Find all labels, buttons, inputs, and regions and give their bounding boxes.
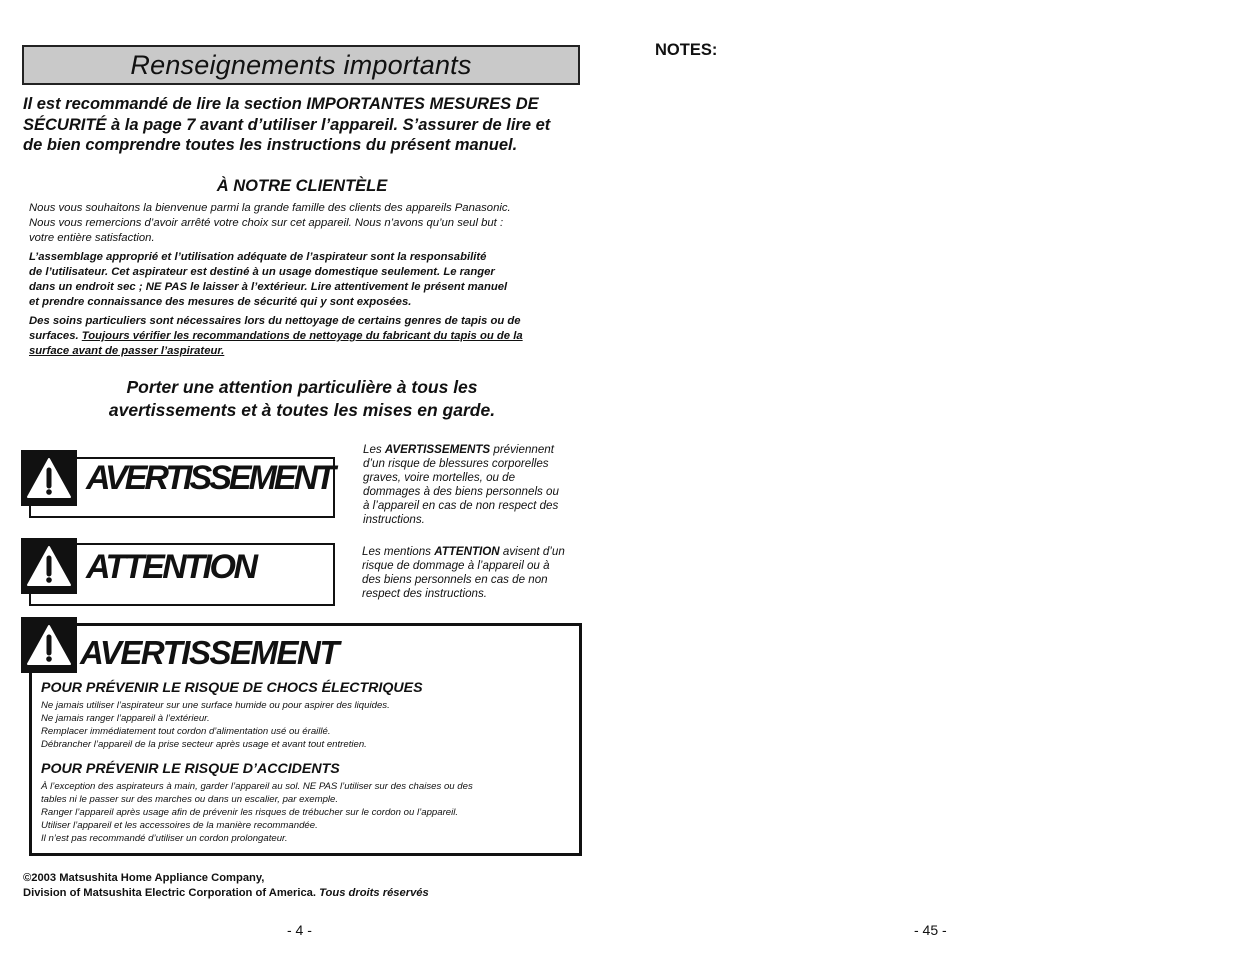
page-title-box xyxy=(22,45,580,85)
warning-desc-line: graves, voire mortelles, ou de xyxy=(363,471,516,484)
intro-line: de bien comprendre toutes les instructions du présent manuel. xyxy=(23,136,518,154)
warning-desc-line: instructions. xyxy=(363,513,425,526)
caution-desc-line xyxy=(362,545,587,559)
list-item: Ne jamais ranger l’appareil à l’extérieur. xyxy=(41,713,210,724)
shock-list xyxy=(41,699,571,751)
caution-badge-label: ATTENTION xyxy=(86,548,256,586)
attention-callout xyxy=(0,376,604,422)
copyright-text: Division of Matsushita Electric Corporation of America. xyxy=(23,887,320,899)
attention-line: avertissements et à toutes les mises en garde. xyxy=(108,400,496,420)
assembly-line: L’assemblage approprié et l’utilisation adéquate de l’aspirateur sont la responsabilité xyxy=(29,251,487,263)
warning-desc-text: préviennent xyxy=(490,443,554,456)
care-line xyxy=(29,329,585,344)
list-item: Ne jamais utiliser l’aspirateur sur une surface humide ou pour aspirer des liquides. xyxy=(41,700,390,711)
accident-list xyxy=(41,780,571,845)
care-underlined-text: surface avant de passer l’aspirateur. xyxy=(29,345,225,357)
list-item: Remplacer immédiatement tout cordon d’alimentation usé ou éraillé. xyxy=(41,726,331,737)
list-item: tables ni le passer sur des marches ou dans un escalier, par exemple. xyxy=(41,794,339,805)
intro-line: SÉCURITÉ à la page 7 avant d’utiliser l’appareil. S’assurer de lire et xyxy=(23,115,551,134)
caution-desc-text: Les mentions xyxy=(362,545,435,558)
care-line: Des soins particuliers sont nécessaires lors du nettoyage de certains genres de tapis ou de xyxy=(29,315,521,327)
welcome-line: votre entière satisfaction. xyxy=(29,232,155,244)
list-item: Utiliser l’appareil et les accessoires de la manière recommandée. xyxy=(41,820,318,831)
list-item: Il n’est pas recommandé d’utiliser un cordon prolongateur. xyxy=(41,833,288,844)
care-text: surfaces. xyxy=(29,330,82,342)
warning-box-title: AVERTISSEMENT xyxy=(80,634,338,671)
page-number-left: - 4 - xyxy=(287,922,312,938)
list-item: À l’exception des aspirateurs à main, garder l’appareil au sol. NE PAS l’utiliser sur des chaises ou des xyxy=(41,781,473,792)
attention-line: Porter une attention particulière à tous les xyxy=(126,377,478,397)
caution-desc-keyword: ATTENTION xyxy=(434,545,500,558)
warning-triangle-icon xyxy=(21,538,77,594)
list-item: Ranger l’appareil après usage afin de prévenir les risques de trébucher sur le cordon ou l’appareil. xyxy=(41,807,459,818)
warning-badge-label: AVERTISSEMENT xyxy=(86,459,333,497)
page-number-right: - 45 - xyxy=(914,922,947,938)
welcome-line: Nous vous remercions d’avoir arrêté votre choix sur cet appareil. Nous n’avons qu’un seul but : xyxy=(29,217,504,229)
shock-heading: POUR PRÉVENIR LE RISQUE DE CHOCS ÉLECTRIQUES xyxy=(41,680,423,696)
care-paragraph xyxy=(29,314,585,359)
welcome-line: Nous vous souhaitons la bienvenue parmi la grande famille des clients des appareils Panasonic. xyxy=(29,202,511,214)
intro-paragraph xyxy=(23,94,583,156)
warning-desc-line: à l’appareil en cas de non respect des xyxy=(363,499,559,512)
warning-triangle-icon xyxy=(21,617,77,673)
warning-desc-keyword: AVERTISSEMENTS xyxy=(384,443,491,456)
client-heading: À NOTRE CLIENTÈLE xyxy=(216,177,388,195)
warning-desc-line: dommages à des biens personnels ou xyxy=(363,485,559,498)
caution-desc-text: avisent d’un xyxy=(499,545,565,558)
accident-heading: POUR PRÉVENIR LE RISQUE D’ACCIDENTS xyxy=(41,761,340,777)
caution-desc-line: respect des instructions. xyxy=(362,587,488,600)
page-title: Renseignements importants xyxy=(130,49,472,80)
copyright-notice xyxy=(23,871,429,901)
list-item: Débrancher l’appareil de la prise secteur après usage et avant tout entretien. xyxy=(41,739,367,750)
copyright-line xyxy=(23,886,429,901)
caution-desc-line: risque de dommage à l’appareil ou à xyxy=(362,559,550,572)
warning-description xyxy=(363,443,588,527)
assembly-line: de l’utilisateur. Cet aspirateur est destiné à un usage domestique seulement. Le ranger xyxy=(29,266,495,278)
copyright-rights: Tous droits réservés xyxy=(319,887,429,899)
welcome-paragraph xyxy=(29,201,585,246)
assembly-paragraph xyxy=(29,250,585,310)
assembly-line: et prendre connaissance des mesures de sécurité qui y sont exposées. xyxy=(29,296,412,308)
warning-desc-line xyxy=(363,443,588,457)
warning-triangle-icon xyxy=(21,450,77,506)
caution-desc-line: des biens personnels en cas de non xyxy=(362,573,548,586)
warning-desc-line: d’un risque de blessures corporelles xyxy=(363,457,549,470)
intro-line: Il est recommandé de lire la section IMPORTANTES MESURES DE xyxy=(23,95,539,113)
care-underlined-text: Toujours vérifier les recommandations de nettoyage du fabricant du tapis ou de la xyxy=(81,330,523,342)
copyright-line: ©2003 Matsushita Home Appliance Company, xyxy=(23,872,265,884)
assembly-line: dans un endroit sec ; NE PAS le laisser à l’extérieur. Lire attentivement le présent manuel xyxy=(29,281,508,293)
caution-description xyxy=(362,545,587,601)
notes-heading: NOTES: xyxy=(655,41,718,59)
warning-desc-text: Les xyxy=(363,443,385,456)
